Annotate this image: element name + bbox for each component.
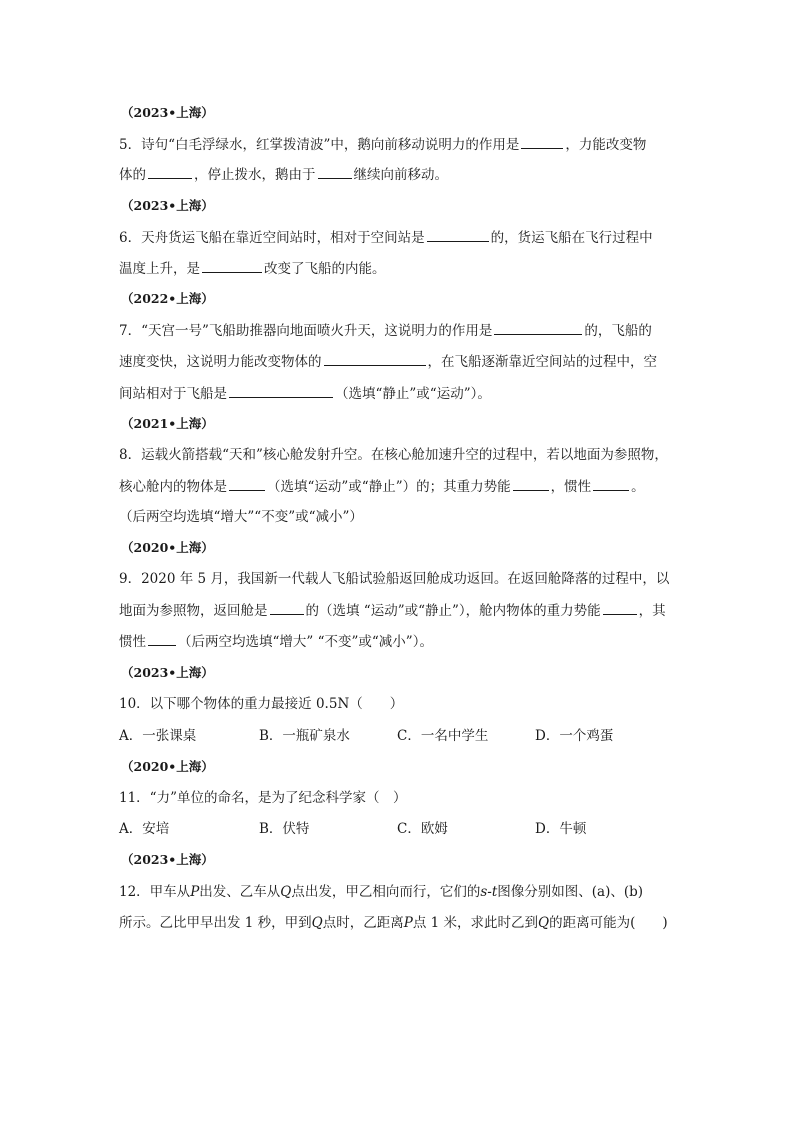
answer-blank[interactable] xyxy=(427,228,489,242)
question-10-options xyxy=(119,727,679,745)
answer-blank[interactable] xyxy=(603,601,637,615)
question-7-line-1 xyxy=(119,321,679,340)
question-12-line-2 xyxy=(119,914,679,932)
option-d[interactable]: D．牛顿 xyxy=(535,821,587,837)
question-text: 的距离可能为( ) xyxy=(549,915,668,931)
option-d[interactable]: D．一个鸡蛋 xyxy=(535,728,614,744)
option-b[interactable]: B．一瓶矿泉水 xyxy=(259,728,350,744)
question-7-line-2 xyxy=(119,352,679,371)
question-8-line-1: 8．运载火箭搭载“天和”核心舱发射升空。在核心舱加速升空的过程中，若以地面为参照物， xyxy=(119,447,668,463)
variable-q: Q xyxy=(311,915,323,931)
question-text: （选填“静止”或“运动”）。 xyxy=(335,386,491,402)
question-text: 的，货运飞船在飞行过程中 xyxy=(490,230,653,246)
question-source: （2020•上海） xyxy=(121,540,214,555)
question-source: （2022•上海） xyxy=(121,291,214,306)
answer-blank[interactable] xyxy=(229,384,333,398)
question-text: 间站相对于飞船是 xyxy=(119,386,227,402)
question-text: ，惯性 xyxy=(550,479,592,495)
answer-blank[interactable] xyxy=(593,477,629,491)
answer-blank[interactable] xyxy=(318,165,352,179)
question-text: 地面为参照物，返回舱是 xyxy=(119,603,268,619)
variable-q: Q xyxy=(538,915,550,931)
question-source: （2020•上海） xyxy=(121,759,214,774)
question-text: （后两空均选填“增大” “不变”或“减小”）。 xyxy=(178,634,433,650)
question-text: 惯性 xyxy=(119,634,146,650)
question-text: （选填“运动”或“静止”）的；其重力势能 xyxy=(267,479,511,495)
answer-blank[interactable] xyxy=(270,601,304,615)
question-source: （2021•上海） xyxy=(121,416,214,431)
question-10-stem: 10．以下哪个物体的重力最接近 0.5N（ ） xyxy=(119,696,404,712)
answer-blank[interactable] xyxy=(202,259,262,273)
question-text: 速度变快，这说明力能改变物体的 xyxy=(119,354,322,370)
question-text: 点 1 米，求此时乙到 xyxy=(412,915,539,931)
answer-blank[interactable] xyxy=(148,632,176,646)
question-text: 。 xyxy=(631,479,645,495)
question-text: ，力能改变物 xyxy=(565,137,647,153)
option-c[interactable]: C．欧姆 xyxy=(397,821,448,837)
question-source: （2023•上海） xyxy=(121,105,214,120)
question-text: ，在飞船逐渐靠近空间站的过程中，空 xyxy=(427,354,657,370)
question-source: （2023•上海） xyxy=(121,852,214,867)
question-11-options xyxy=(119,820,679,838)
question-6-line-1 xyxy=(119,228,679,247)
answer-blank[interactable] xyxy=(494,321,582,335)
question-8-line-3: （后两空均选填“增大”“不变”或“减小”） xyxy=(119,509,363,525)
question-text: 的，飞船的 xyxy=(584,323,652,339)
variable-q: Q xyxy=(280,884,292,900)
question-6-line-2 xyxy=(119,259,679,278)
question-text: ，停止拨水，鹅由于 xyxy=(194,167,316,183)
answer-blank[interactable] xyxy=(513,477,549,491)
question-11-stem: 11．“力”单位的命名，是为了纪念科学家（ ） xyxy=(119,790,407,806)
option-a[interactable]: A．安培 xyxy=(119,821,170,837)
question-text: 6．天舟货运飞船在靠近空间站时，相对于空间站是 xyxy=(119,230,425,246)
question-9-line-3 xyxy=(119,632,679,651)
option-c[interactable]: C．一名中学生 xyxy=(397,728,489,744)
question-text: 继续向前移动。 xyxy=(353,167,448,183)
answer-blank[interactable] xyxy=(521,135,563,149)
question-text: 点出发，甲乙相向而行，它们的 xyxy=(291,884,481,900)
question-5-line-1 xyxy=(119,135,679,154)
question-9-line-1: 9．2020 年 5 月，我国新一代载人飞船试验船返回舱成功返回。在返回舱降落的过程中，以 xyxy=(119,571,670,587)
question-9-line-2 xyxy=(119,601,679,620)
question-7-line-3 xyxy=(119,384,679,403)
question-text: 的（选填 “运动”或“静止”），舱内物体的重力势能 xyxy=(305,603,601,619)
question-source: （2023•上海） xyxy=(121,198,214,213)
question-source: （2023•上海） xyxy=(121,665,214,680)
question-12-line-1 xyxy=(119,883,679,901)
answer-blank[interactable] xyxy=(148,165,192,179)
question-text: 温度上升，是 xyxy=(119,261,200,277)
variable-s-t: s-t xyxy=(480,884,498,900)
question-text: 核心舱内的物体是 xyxy=(119,479,227,495)
question-text: 体的 xyxy=(119,167,146,183)
question-text: 图像分别如图、(a)、(b) xyxy=(497,884,644,900)
variable-p: P xyxy=(190,884,200,900)
question-text: 12．甲车从 xyxy=(119,884,191,900)
answer-blank[interactable] xyxy=(324,352,426,366)
option-b[interactable]: B．伏特 xyxy=(259,821,310,837)
question-text: 出发、乙车从 xyxy=(199,884,281,900)
question-text: 7．“天宫一号”飞船助推器向地面喷火升天，这说明力的作用是 xyxy=(119,323,493,339)
question-text: 5．诗句“白毛浮绿水，红掌拨清波”中，鹅向前移动说明力的作用是 xyxy=(119,137,520,153)
variable-p: P xyxy=(403,915,413,931)
question-8-line-2 xyxy=(119,477,679,496)
question-5-line-2 xyxy=(119,165,679,184)
question-text: 点时，乙距离 xyxy=(322,915,404,931)
question-text: 所示。乙比甲早出发 1 秒，甲到 xyxy=(119,915,312,931)
question-text: 改变了飞船的内能。 xyxy=(264,261,386,277)
answer-blank[interactable] xyxy=(229,477,265,491)
option-a[interactable]: A．一张课桌 xyxy=(119,728,197,744)
question-text: ，其 xyxy=(638,603,666,619)
